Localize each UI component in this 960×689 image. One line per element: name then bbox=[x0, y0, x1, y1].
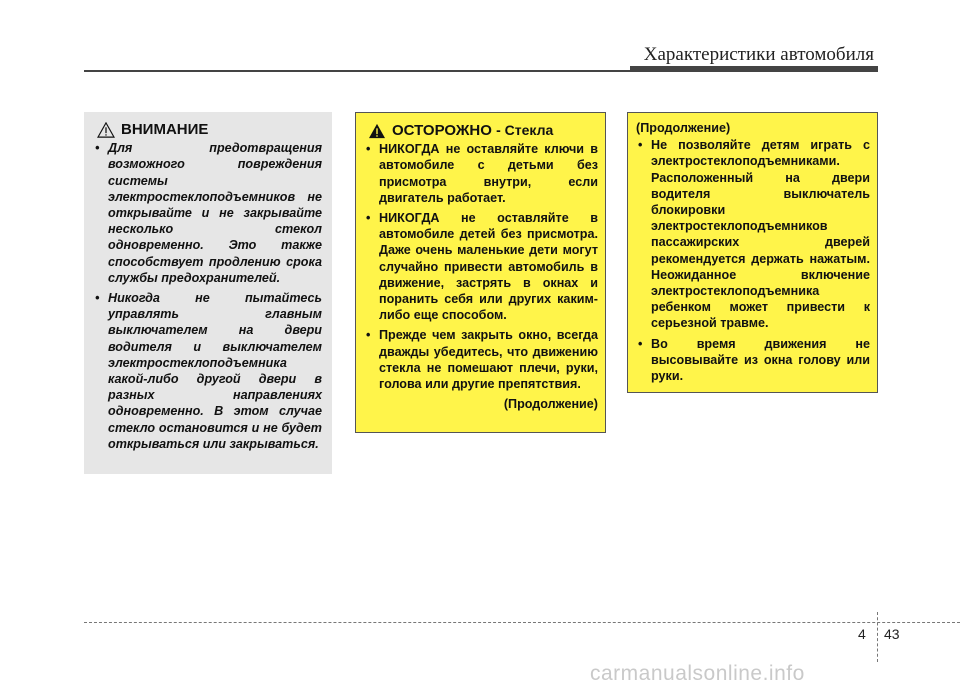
watermark: carmanualsonline.info bbox=[590, 662, 805, 685]
caution-heading bbox=[364, 122, 598, 139]
warning-title: ВНИМАНИЕ bbox=[121, 121, 209, 138]
continuation-heading: (Продолжение) bbox=[636, 121, 731, 135]
page-number: 43 bbox=[884, 626, 900, 642]
list-item: • Никогда не пытайтесь управлять главным выключателем на двери водителя и выключателем электростеклоподъемника какой-либо другой двери в разных направлениях одновременно. В этом случае стекло остановится и не будет открываться или закрываться. bbox=[93, 290, 322, 452]
continued-note: (Продолжение) bbox=[503, 397, 598, 412]
caution-box bbox=[355, 112, 606, 433]
warning-box bbox=[84, 112, 332, 474]
caution-title: ОСТОРОЖНО bbox=[392, 122, 492, 139]
continuation-list bbox=[636, 137, 870, 384]
list-item: • НИКОГДА не оставляйте ключи в автомобиле с детьми без присмотра внутри, если двигатель работает. bbox=[364, 141, 598, 206]
caution-list bbox=[364, 141, 598, 392]
caution-title-wrap bbox=[392, 122, 553, 139]
list-item: • Для предотвращения возможного повреждения системы электростеклоподъемников не открывайте и не закрывайте несколько стекол одновременно. Это также способствует продлению срока службы предохранителей. bbox=[93, 140, 322, 286]
footer-divider bbox=[877, 612, 878, 662]
warning-list bbox=[93, 140, 322, 452]
list-item: • Не позволяйте детям играть с электростеклоподъемниками. Расположенный на двери водителя выключатель блокировки электростеклоподъемников пассажирских дверей рекомендуется держать нажатым. Неожиданное включение электростеклоподъемника ребенком может привести к серьезной травме. bbox=[636, 137, 870, 331]
header-rule-thick bbox=[630, 66, 878, 72]
section-number: 4 bbox=[858, 626, 866, 642]
list-item: • НИКОГДА не оставляйте в автомобиле детей без присмотра. Даже очень маленькие дети могут случайно привести автомобиль в движение, застрять в окнах и поранить себя или других каким-либо еще способом. bbox=[364, 210, 598, 323]
warning-heading bbox=[93, 122, 322, 138]
warning-triangle-filled-icon bbox=[368, 123, 386, 139]
header-rule bbox=[84, 70, 630, 72]
list-item: • Во время движения не высовывайте из окна голову или руки. bbox=[636, 336, 870, 385]
caution-subtitle: - Стекла bbox=[496, 122, 554, 138]
continuation-box bbox=[627, 112, 878, 393]
warning-triangle-icon bbox=[97, 122, 115, 138]
footer-rule bbox=[84, 622, 960, 623]
chapter-title: Характеристики автомобиля bbox=[643, 44, 874, 65]
list-item: • Прежде чем закрыть окно, всегда дважды убедитесь, что движению стекла не помешают плечи, руки, голова или другие препятствия. bbox=[364, 327, 598, 392]
